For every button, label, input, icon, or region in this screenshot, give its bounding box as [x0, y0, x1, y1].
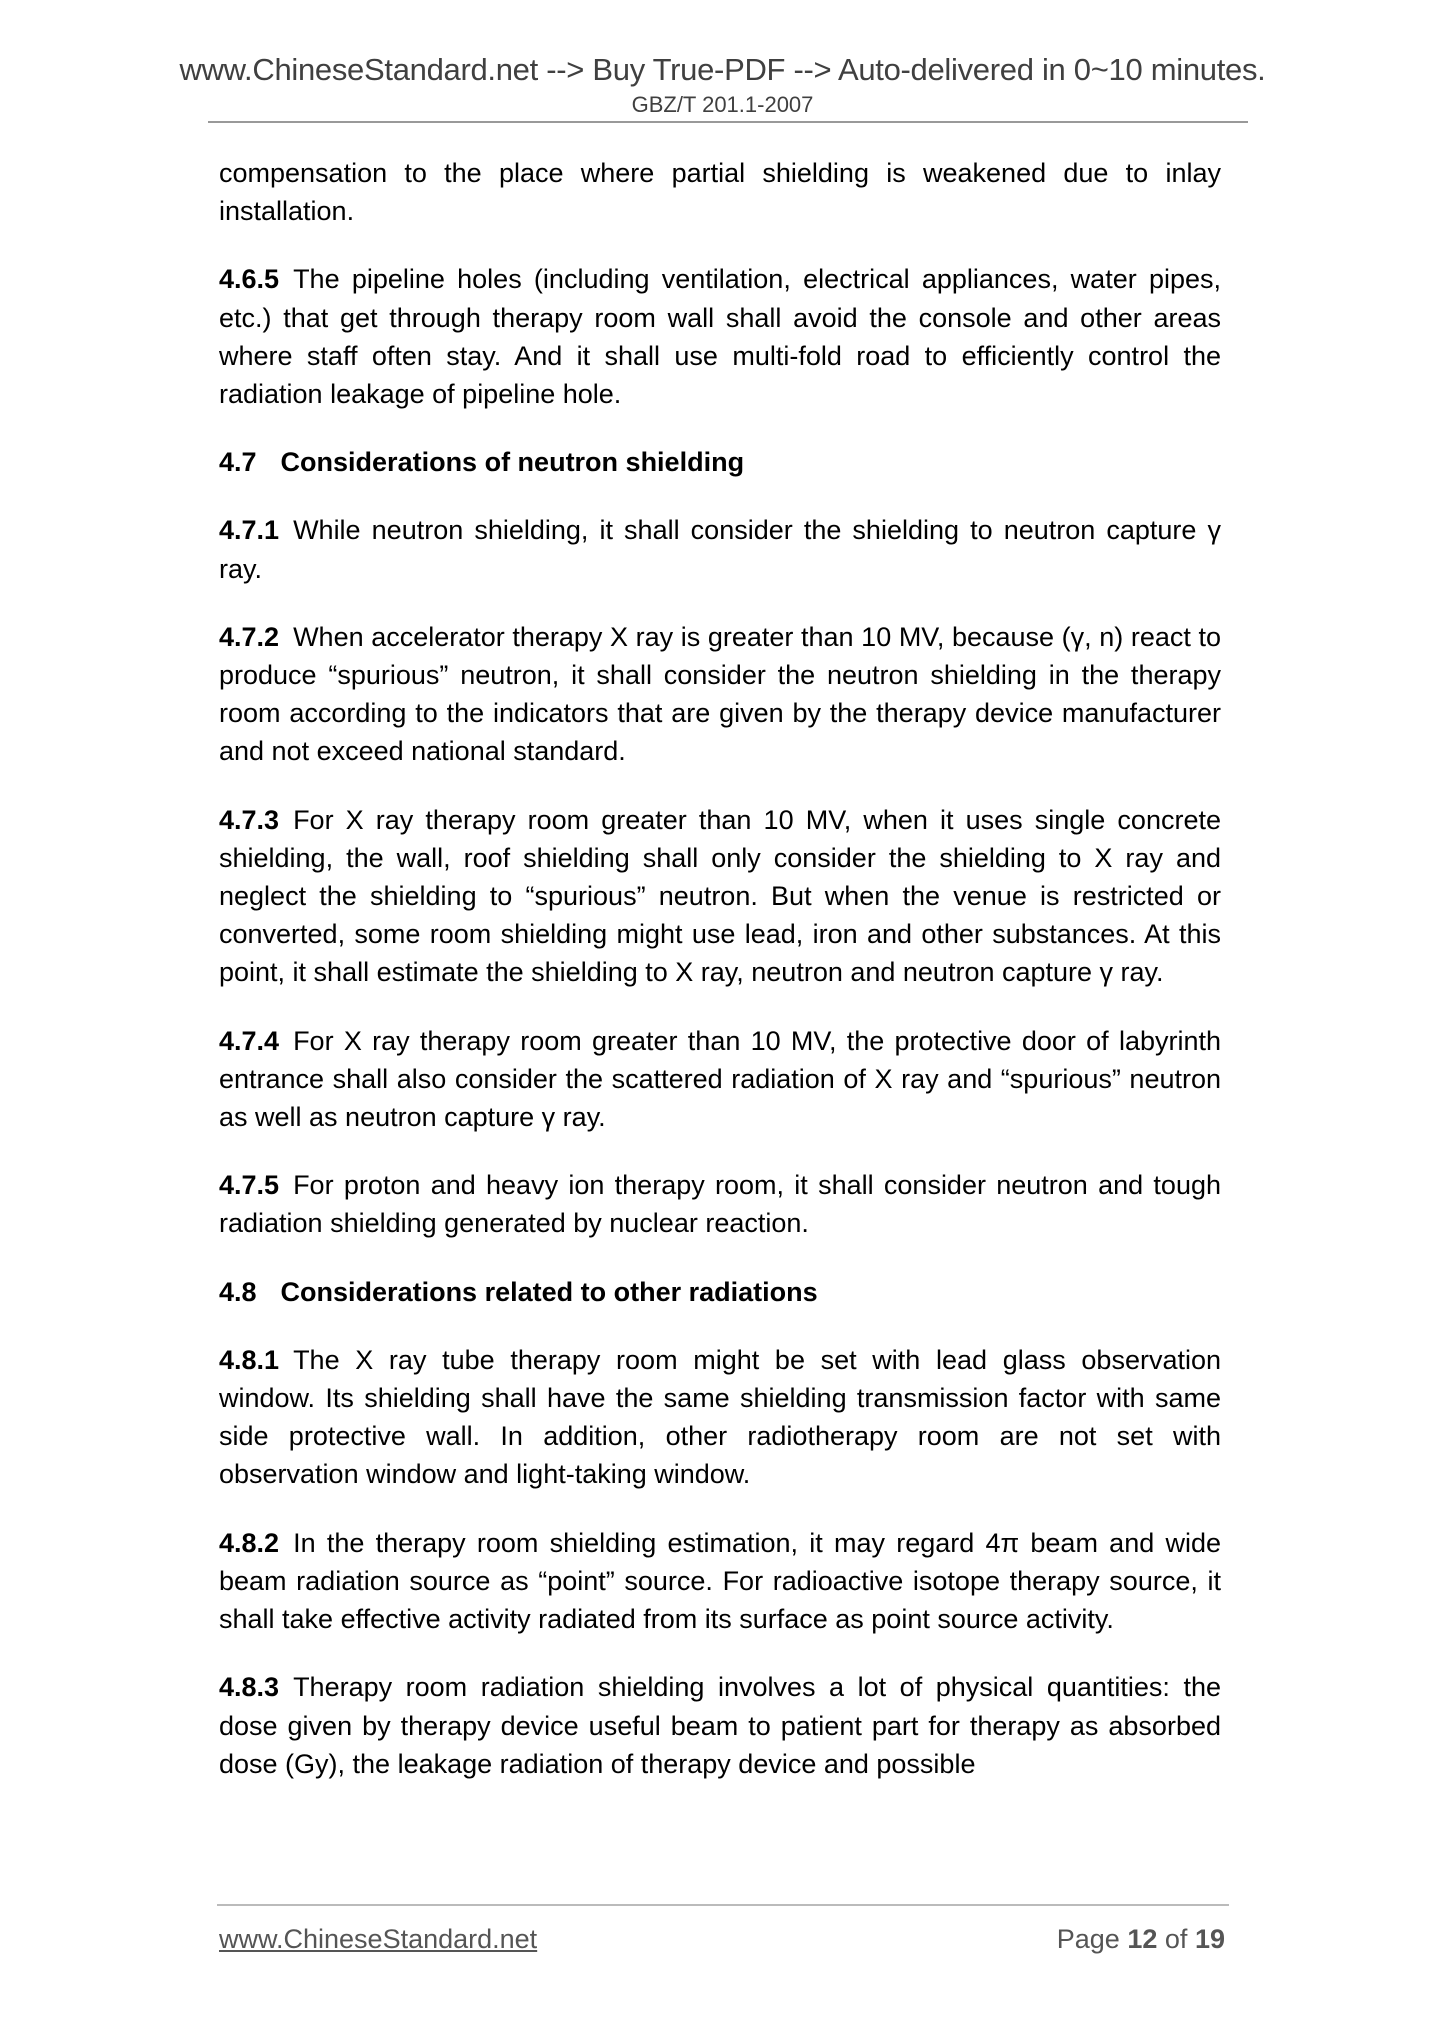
- clause-paragraph: [219, 1166, 1221, 1242]
- page-header: [0, 52, 1445, 120]
- clause-paragraph: [219, 1341, 1221, 1494]
- clause-paragraph: [219, 1524, 1221, 1639]
- page-of: of: [1164, 1924, 1188, 1954]
- header-divider: [208, 121, 1248, 123]
- clause-number: 4.7.2: [219, 621, 280, 652]
- clause-number: 4.8.3: [219, 1672, 280, 1703]
- clause-text: The pipeline holes (including ventilation, electrical appliances, water pipes, etc.) that get through therapy room wall shall avoid the console and other areas where staff often stay. And it shall use multi-fold road to efficiently control the radiation leakage of pipeline hole.: [219, 264, 1221, 410]
- clause-paragraph: [219, 801, 1221, 992]
- clause-text: For X ray therapy room greater than 10 MV, when it uses single concrete shielding, the wall, roof shielding shall only consider the shielding to X ray and neglect the shielding to “spurious” neutron. But when the venue is restricted or converted, some room shielding might use lead, iron and other substances. At this point, it shall estimate the shielding to X ray, neutron and neutron capture γ ray.: [219, 804, 1221, 988]
- clause-text: For proton and heavy ion therapy room, it shall consider neutron and tough radiation shielding generated by nuclear reaction.: [219, 1170, 1221, 1239]
- document-body: [219, 154, 1221, 1813]
- clause-number: 4.7.5: [219, 1170, 280, 1201]
- page-prefix: Page: [1056, 1924, 1120, 1954]
- clause-text: The X ray tube therapy room might be set with lead glass observation window. Its shielding shall have the same shielding transmission factor with same side protective wall. In addition, other radiotherapy room are not set with observation window and light-taking window.: [219, 1344, 1221, 1490]
- clause-text: Considerations related to other radiations: [280, 1276, 818, 1307]
- clause-number: 4.7.1: [219, 515, 280, 546]
- header-banner: www.ChineseStandard.net --> Buy True-PDF --> Auto-delivered in 0~10 minutes.: [179, 52, 1266, 87]
- footer-website-link[interactable]: www.ChineseStandard.net: [219, 1924, 538, 1954]
- clause-number: 4.7: [219, 447, 257, 478]
- clause-text: Therapy room radiation shielding involves a lot of physical quantities: the dose given by therapy device useful beam to patient part for therapy as absorbed dose (Gy), the leakage radiation of therapy device and possible: [219, 1672, 1221, 1779]
- clause-number: 4.6.5: [219, 264, 280, 295]
- clause-number: 4.7.3: [219, 804, 280, 835]
- footer-divider: [217, 1904, 1229, 1906]
- standard-code: GBZ/T 201.1-2007: [631, 92, 814, 117]
- clause-text: Considerations of neutron shielding: [280, 447, 745, 478]
- clause-paragraph: [219, 1022, 1221, 1137]
- clause-text: For X ray therapy room greater than 10 MV, the protective door of labyrinth entrance shall also consider the scattered radiation of X ray and “spurious” neutron as well as neutron capture γ ray.: [219, 1025, 1221, 1133]
- clause-paragraph: [219, 154, 1221, 230]
- clause-text: While neutron shielding, it shall consider the shielding to neutron capture γ ray.: [219, 515, 1221, 584]
- page-total: 19: [1194, 1924, 1225, 1954]
- section-heading: [219, 1273, 1221, 1311]
- clause-text: When accelerator therapy X ray is greater than 10 MV, because (γ, n) react to produce “spurious” neutron, it shall consider the neutron shielding in the therapy room according to the indicators that are given by the therapy device manufacturer and not exceed national standard.: [219, 621, 1221, 767]
- page-current: 12: [1127, 1924, 1158, 1954]
- clause-paragraph: [219, 511, 1221, 587]
- clause-number: 4.8.2: [219, 1527, 280, 1558]
- clause-paragraph: [219, 618, 1221, 771]
- section-heading: [219, 443, 1221, 481]
- clause-text: compensation to the place where partial shielding is weakened due to inlay installation.: [219, 158, 1221, 227]
- clause-number: 4.8.1: [219, 1344, 280, 1375]
- clause-paragraph: [219, 260, 1221, 413]
- clause-number: 4.8: [219, 1276, 257, 1307]
- clause-paragraph: [219, 1668, 1221, 1783]
- page-number: [1057, 1924, 1225, 1955]
- clause-number: 4.7.4: [219, 1025, 280, 1056]
- clause-text: In the therapy room shielding estimation, it may regard 4π beam and wide beam radiation source as “point” source. For radioactive isotope therapy source, it shall take effective activity radiated from its surface as point source activity.: [219, 1527, 1221, 1635]
